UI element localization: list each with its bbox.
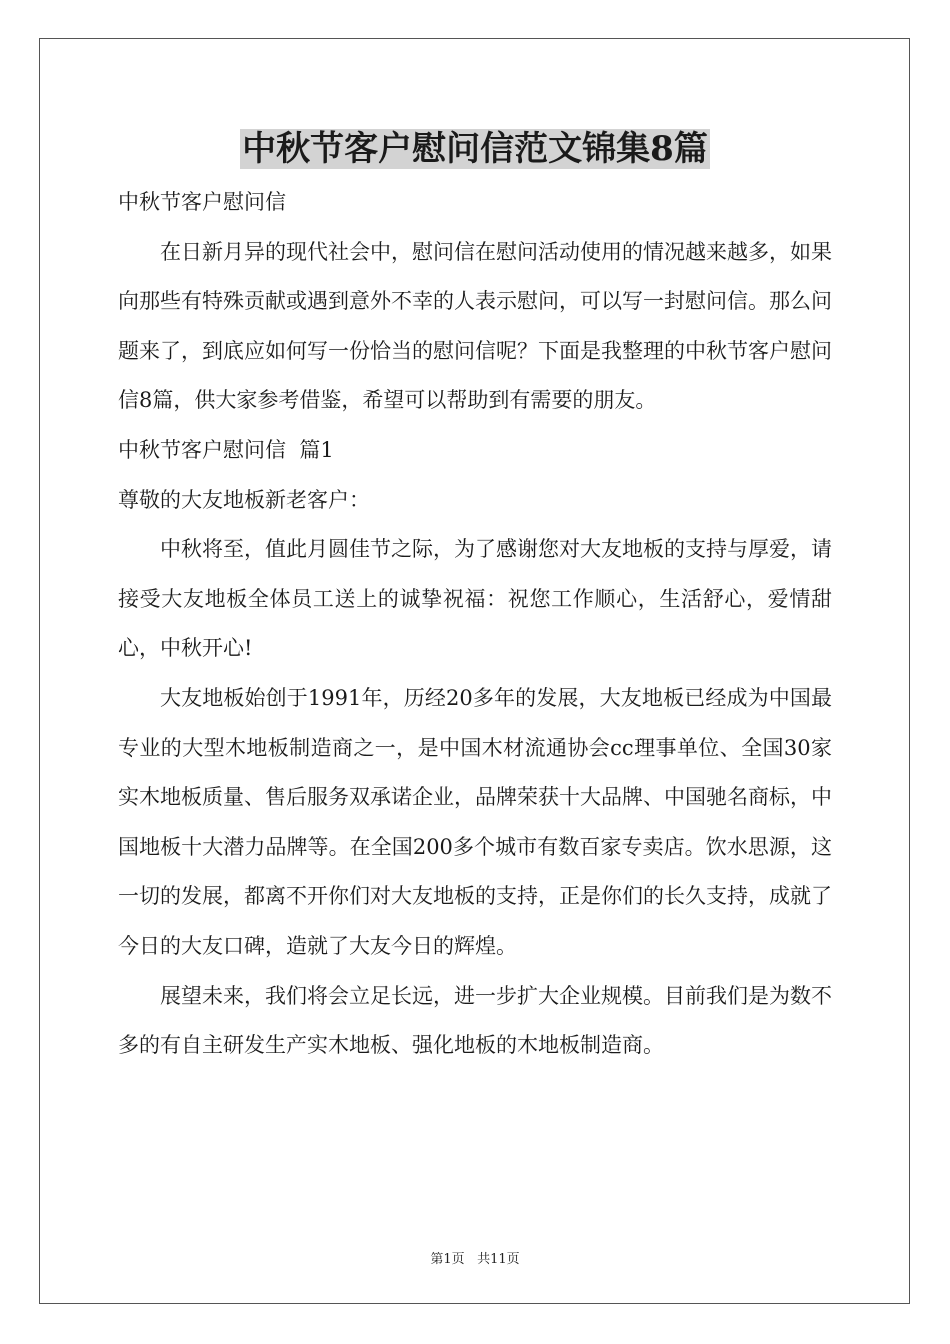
section-heading: 中秋节客户慰问信 篇1 <box>118 437 334 462</box>
document-subtitle: 中秋节客户慰问信 <box>118 190 286 214</box>
body-paragraph: 大友地板始创于1991年，历经20多年的发展，大友地板已经成为中国最专业的大型木地板制造商之一，是中国木材流通协会cc理事单位、全国30家实木地板质量、售后服务双承诺企业，品牌荣获十大品牌、中国驰名商标，中国地板十大潜力品牌等。在全国200多个城市有数百家专卖店。饮水思源，这一切的发展，都离不开你们对大友地板的支持，正是你们的长久支持，成就了今日的大友口碑，造就了大友今日的辉煌。 <box>118 685 832 958</box>
page-number: 第1页 <box>430 1252 465 1267</box>
document-title-text: 中秋节客户慰问信范文锦集8篇 <box>242 129 708 169</box>
intro-paragraph: 在日新月异的现代社会中，慰问信在慰问活动使用的情况越来越多，如果向那些有特殊贡献或遇到意外不幸的人表示慰问，可以写一封慰问信。那么问题来了，到底应如何写一份恰当的慰问信呢？下面是我整理的中秋节客户慰问信8篇，供大家参考借鉴，希望可以帮助到有需要的朋友。 <box>118 239 832 413</box>
body-paragraph: 中秋将至，值此月圆佳节之际，为了感谢您对大友地板的支持与厚爱，请接受大友地板全体员工送上的诚挚祝福：祝您工作顺心，生活舒心，爱情甜心，中秋开心! <box>118 537 832 661</box>
page-footer <box>0 1248 950 1267</box>
page-total: 共11页 <box>477 1252 520 1267</box>
salutation: 尊敬的大友地板新老客户： <box>118 487 370 512</box>
document-title <box>118 120 832 178</box>
body-paragraph: 展望未来，我们将会立足长远，进一步扩大企业规模。目前我们是为数不多的有自主研发生产实木地板、强化地板的木地板制造商。 <box>118 983 832 1058</box>
document-body <box>118 120 832 1071</box>
